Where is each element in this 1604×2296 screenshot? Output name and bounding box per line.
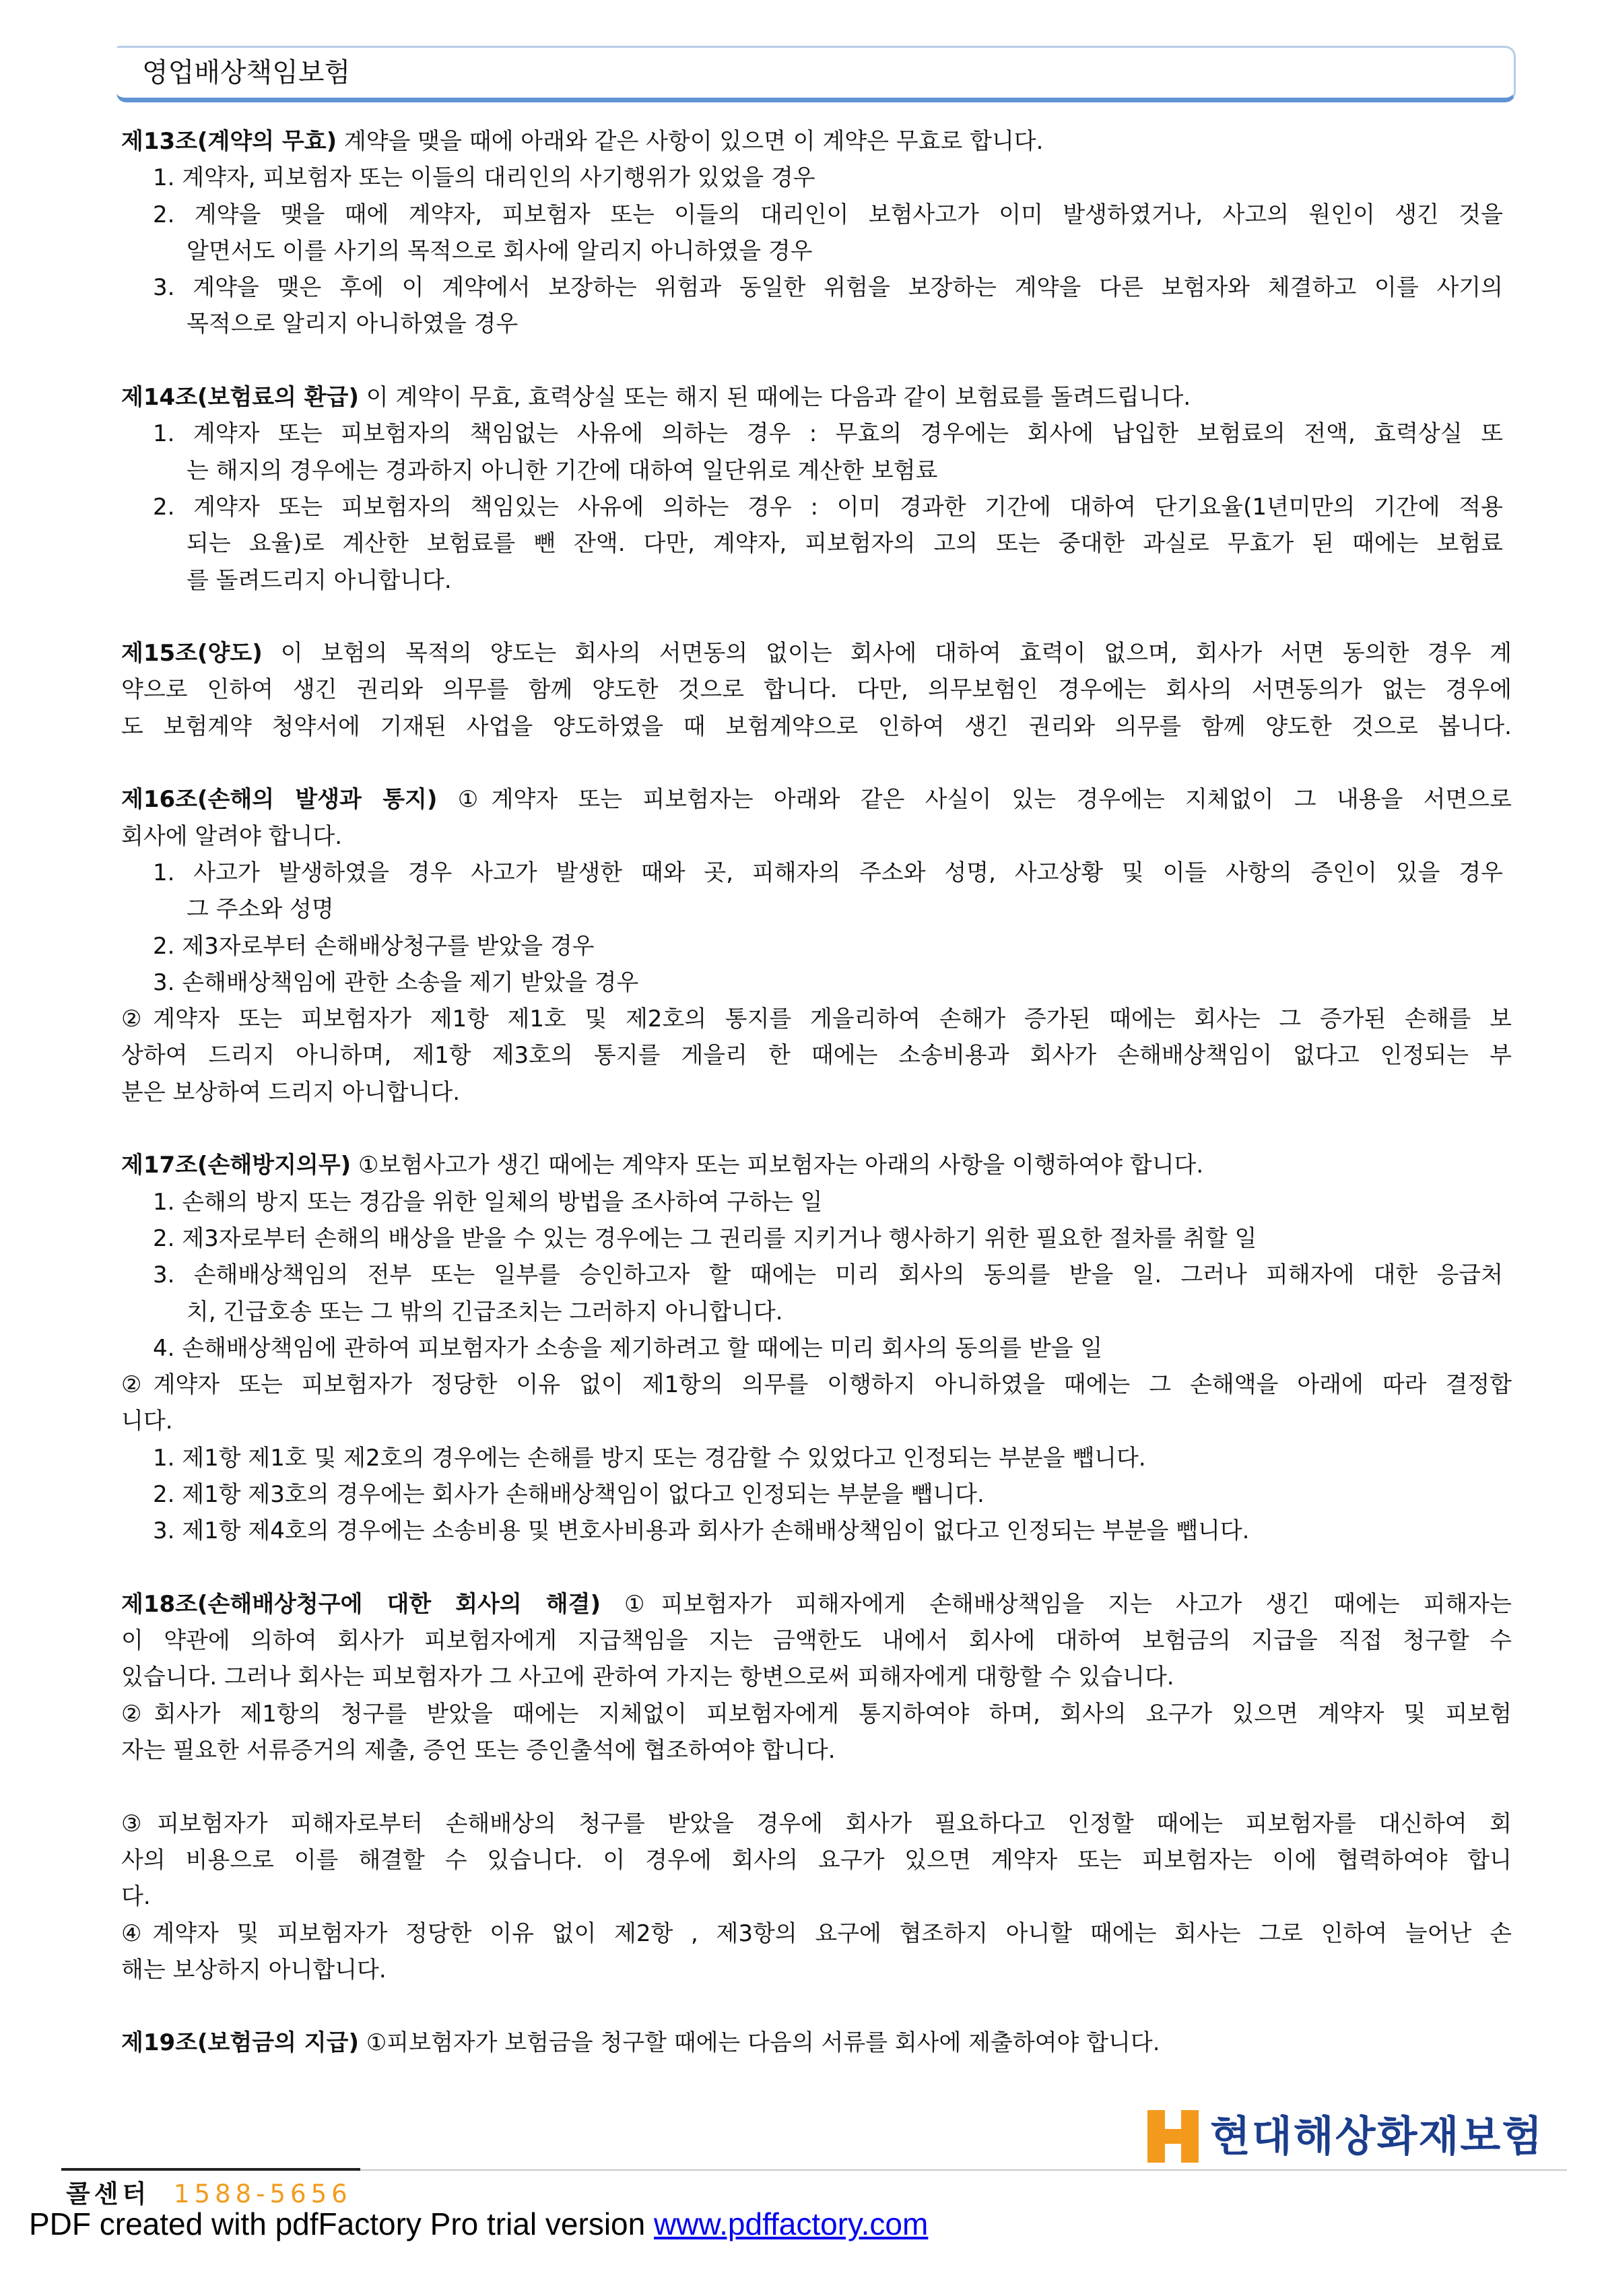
paragraph-gap	[121, 1550, 1512, 1586]
line-text: 2. 제1항 제3호의 경우에는 회사가 손해배상책임이 없다고 인정되는 부분을 뺍니다.	[153, 1480, 984, 1508]
paragraph-gap	[121, 1111, 1512, 1147]
line-text: 이 계약이 무효, 효력상실 또는 해지 된 때에는 다음과 같이 보험료를 돌려드립니다.	[358, 384, 1191, 412]
text-line	[121, 1878, 1512, 1915]
list-item-line	[121, 855, 1503, 891]
line-text: 4. 손해배상책임에 관하여 피보험자가 소송을 제기하려고 할 때에는 미리 회사의 동의를 받을 일	[153, 1334, 1103, 1362]
line-text: 목적으로 알리지 아니하였을 경우	[187, 310, 519, 338]
line-text: 1. 계약자 또는 피보험자의 책임없는 사유에 의하는 경우 : 무효의 경우에는 회사에 납입한 보험료의 전액, 효력상실 또	[153, 420, 1503, 448]
list-item-line	[121, 1294, 1503, 1330]
line-text: 3. 제1항 제4호의 경우에는 소송비용 및 변호사비용과 회사가 손해배상책임이 없다고 인정되는 부분을 뺍니다.	[153, 1517, 1250, 1545]
list-item-line	[121, 1330, 1503, 1367]
text-line	[121, 123, 1512, 160]
list-item-line	[121, 1184, 1503, 1220]
line-text: 니다.	[121, 1408, 173, 1435]
article-heading: 제14조(보험료의 환급)	[121, 384, 359, 412]
text-line	[121, 1622, 1512, 1659]
line-text: 1. 손해의 방지 또는 경감을 위한 일체의 방법을 조사하여 구하는 일	[153, 1188, 823, 1216]
text-line	[121, 379, 1512, 416]
line-text: 있습니다. 그러나 회사는 피보험자가 그 사고에 관하여 가지는 항변으로써 피해자에게 대항할 수 있습니다.	[121, 1664, 1174, 1691]
line-text: 되는 요율)로 계산한 보험료를 뺀 잔액. 다만, 계약자, 피보험자의 고의 또는 중대한 과실로 무효가 된 때에는 보험료	[187, 530, 1503, 558]
company-name: 현대해상화재보험	[1210, 2111, 1544, 2161]
line-text: 이 보험의 목적의 양도는 회사의 서면동의 없이는 회사에 대하여 효력이 없으며, 회사가 서면 동의한 경우 계	[262, 640, 1512, 667]
line-text: 해는 보상하지 아니합니다.	[121, 1956, 387, 1983]
line-text: 2. 계약자 또는 피보험자의 책임있는 사유에 의하는 경우 : 이미 경과한 기간에 대하여 단기요율(1년미만의 기간에 적용	[153, 493, 1503, 521]
list-item-line	[121, 306, 1503, 342]
line-text: 1. 제1항 제1호 및 제2호의 경우에는 손해를 방지 또는 경감할 수 있었다고 인정되는 부분을 뺍니다.	[153, 1444, 1146, 1472]
line-text: 3. 계약을 맺은 후에 이 계약에서 보장하는 위험과 동일한 위험을 보장하는 계약을 다른 보험자와 체결하고 이를 사기의	[153, 274, 1503, 302]
text-line	[121, 1367, 1512, 1403]
paragraph-gap	[121, 1769, 1512, 1805]
list-item-line	[121, 562, 1503, 599]
list-item-line	[121, 160, 1503, 196]
text-line	[121, 1732, 1512, 1769]
article-heading: 제16조(손해의 발생과 통지)	[121, 786, 438, 814]
text-line	[121, 781, 1512, 818]
text-line	[121, 1659, 1512, 1695]
pdf-link[interactable]: www.pdffactory.com	[654, 2206, 929, 2241]
pdf-notice-text: PDF created with pdfFactory Pro trial version	[29, 2206, 654, 2241]
line-text: 회사에 알려야 합니다.	[121, 822, 343, 850]
list-item-line	[121, 1476, 1503, 1513]
text-line	[121, 1952, 1512, 1988]
line-text: 약으로 인하여 생긴 권리와 의무를 함께 양도한 것으로 합니다. 다만, 의무보험인 경우에는 회사의 서면동의가 없는 경우에	[121, 676, 1512, 704]
footer-divider	[357, 2169, 1567, 2171]
list-item-line	[121, 1513, 1503, 1549]
line-text: 2. 제3자로부터 손해배상청구를 받았을 경우	[153, 932, 595, 960]
text-line	[121, 1915, 1512, 1952]
line-text: ①보험사고가 생긴 때에는 계약자 또는 피보험자는 아래의 사항을 이행하여야 합니다.	[351, 1152, 1204, 1179]
line-text: 2. 계약을 맺을 때에 계약자, 피보험자 또는 이들의 대리인이 보험사고가 이미 발생하였거나, 사고의 원인이 생긴 것을	[153, 201, 1503, 228]
article-heading: 제13조(계약의 무효)	[121, 128, 337, 155]
text-line	[121, 1147, 1512, 1183]
text-line	[121, 1806, 1512, 1842]
list-item-line	[121, 233, 1503, 269]
article-heading: 제17조(손해방지의무)	[121, 1152, 352, 1179]
text-line	[121, 671, 1512, 708]
text-line	[121, 1842, 1512, 1878]
paragraph-gap	[121, 1988, 1512, 2025]
list-item-line	[121, 928, 1503, 964]
line-text: 계약을 맺을 때에 아래와 같은 사항이 있으면 이 계약은 무효로 합니다.	[337, 128, 1044, 155]
call-center-rule	[61, 2168, 360, 2171]
line-text: 그 주소와 성명	[187, 896, 334, 923]
list-item-line	[121, 1440, 1503, 1476]
list-item-line	[121, 964, 1503, 1001]
paragraph-gap	[121, 745, 1512, 781]
line-text: ②계약자 또는 피보험자가 정당한 이유 없이 제1항의 의무를 이행하지 아니하였을 때에는 그 손해액을 아래에 따라 결정합	[121, 1371, 1512, 1399]
text-line	[121, 1586, 1512, 1622]
text-line	[121, 1403, 1512, 1439]
list-item-line	[121, 1257, 1503, 1293]
text-line	[121, 1696, 1512, 1732]
call-center-number: 1588-5656	[174, 2179, 352, 2208]
document-title: 영업배상책임보험	[142, 57, 351, 88]
list-item-line	[121, 269, 1503, 306]
text-line	[121, 1037, 1512, 1074]
line-text: 는 해지의 경우에는 경과하지 아니한 기간에 대하여 일단위로 계산한 보험료	[187, 457, 938, 484]
text-line	[121, 635, 1512, 671]
h-logo-icon	[1147, 2110, 1199, 2163]
text-line	[121, 1074, 1512, 1111]
line-text: 상하여 드리지 아니하며, 제1항 제3호의 통지를 게을리 한 때에는 소송비용과 회사가 손해배상책임이 없다고 인정되는 부	[121, 1042, 1512, 1070]
list-item-line	[121, 416, 1503, 452]
list-item-line	[121, 489, 1503, 525]
list-item-line	[121, 525, 1503, 562]
article-heading: 제15조(양도)	[121, 640, 263, 667]
line-text: ②계약자 또는 피보험자가 제1항 제1호 및 제2호의 통지를 게을리하여 손해가 증가된 때에는 회사는 그 증가된 손해를 보	[121, 1006, 1512, 1033]
text-line	[121, 1001, 1512, 1037]
line-text: ②회사가 제1항의 청구를 받았을 때에는 지체없이 피보험자에게 통지하여야 하며, 회사의 요구가 있으면 계약자 및 피보험	[121, 1700, 1512, 1728]
line-text: ①피보험자가 피해자에게 손해배상책임을 지는 사고가 생긴 때에는 피해자는	[601, 1590, 1512, 1618]
line-text: 이 약관에 의하여 회사가 피보험자에게 지급책임을 지는 금액한도 내에서 회사에 대하여 보험금의 지급을 직접 청구할 수	[121, 1627, 1512, 1655]
list-item-line	[121, 1220, 1503, 1257]
line-text: ④계약자 및 피보험자가 정당한 이유 없이 제2항 , 제3항의 요구에 협조하지 아니할 때에는 회사는 그로 인하여 늘어난 손	[121, 1920, 1512, 1947]
document-body	[121, 123, 1512, 2062]
text-line	[121, 709, 1512, 745]
paragraph-gap	[121, 599, 1512, 635]
document-header	[116, 46, 1516, 102]
pdf-notice	[29, 2205, 928, 2243]
call-center-label: 콜센터	[66, 2179, 151, 2208]
line-text: 치, 긴급호송 또는 그 밖의 긴급조치는 그러하지 아니합니다.	[187, 1298, 783, 1325]
line-text: 2. 제3자로부터 손해의 배상을 받을 수 있는 경우에는 그 권리를 지키거나 행사하기 위한 필요한 절차를 취할 일	[153, 1224, 1257, 1252]
list-item-line	[121, 891, 1503, 927]
line-text: 알면서도 이를 사기의 목적으로 회사에 알리지 아니하였을 경우	[187, 237, 813, 265]
article-heading: 제18조(손해배상청구에 대한 회사의 해결)	[121, 1590, 601, 1618]
list-item-line	[121, 453, 1503, 489]
line-text: 를 돌려드리지 아니합니다.	[187, 566, 452, 594]
line-text: ①계약자 또는 피보험자는 아래와 같은 사실이 있는 경우에는 지체없이 그 내용을 서면으로	[437, 786, 1512, 814]
article-heading: 제19조(보험금의 지급)	[121, 2029, 359, 2057]
text-line	[121, 2025, 1512, 2061]
line-text: 다.	[121, 1883, 151, 1911]
line-text: ③피보험자가 피해자로부터 손해배상의 청구를 받았을 경우에 회사가 필요하다고 인정할 때에는 피보험자를 대신하여 회	[121, 1810, 1512, 1837]
line-text: 1. 계약자, 피보험자 또는 이들의 대리인의 사기행위가 있었을 경우	[153, 164, 815, 192]
paragraph-gap	[121, 343, 1512, 379]
list-item-line	[121, 197, 1503, 233]
line-text: 분은 보상하여 드리지 아니합니다.	[121, 1078, 461, 1106]
line-text: 3. 손해배상책임에 관한 소송을 제기 받았을 경우	[153, 969, 639, 996]
line-text: 사의 비용으로 이를 해결할 수 있습니다. 이 경우에 회사의 요구가 있으면 계약자 또는 피보험자는 이에 협력하여야 합니	[121, 1846, 1512, 1874]
line-text: 도 보험계약 청약서에 기재된 사업을 양도하였을 때 보험계약으로 인하여 생긴 권리와 의무를 함께 양도한 것으로 봅니다.	[121, 713, 1512, 740]
text-line	[121, 818, 1512, 855]
line-text: 3. 손해배상책임의 전부 또는 일부를 승인하고자 할 때에는 미리 회사의 동의를 받을 일. 그러나 피해자에 대한 응급처	[153, 1261, 1503, 1289]
line-text: 1. 사고가 발생하였을 경우 사고가 발생한 때와 곳, 피해자의 주소와 성명, 사고상황 및 이들 사항의 증인이 있을 경우	[153, 859, 1503, 886]
line-text: 자는 필요한 서류증거의 제출, 증언 또는 증인출석에 협조하여야 합니다.	[121, 1737, 836, 1765]
line-text: ①피보험자가 보험금을 청구할 때에는 다음의 서류를 회사에 제출하여야 합니다.	[358, 2029, 1160, 2057]
